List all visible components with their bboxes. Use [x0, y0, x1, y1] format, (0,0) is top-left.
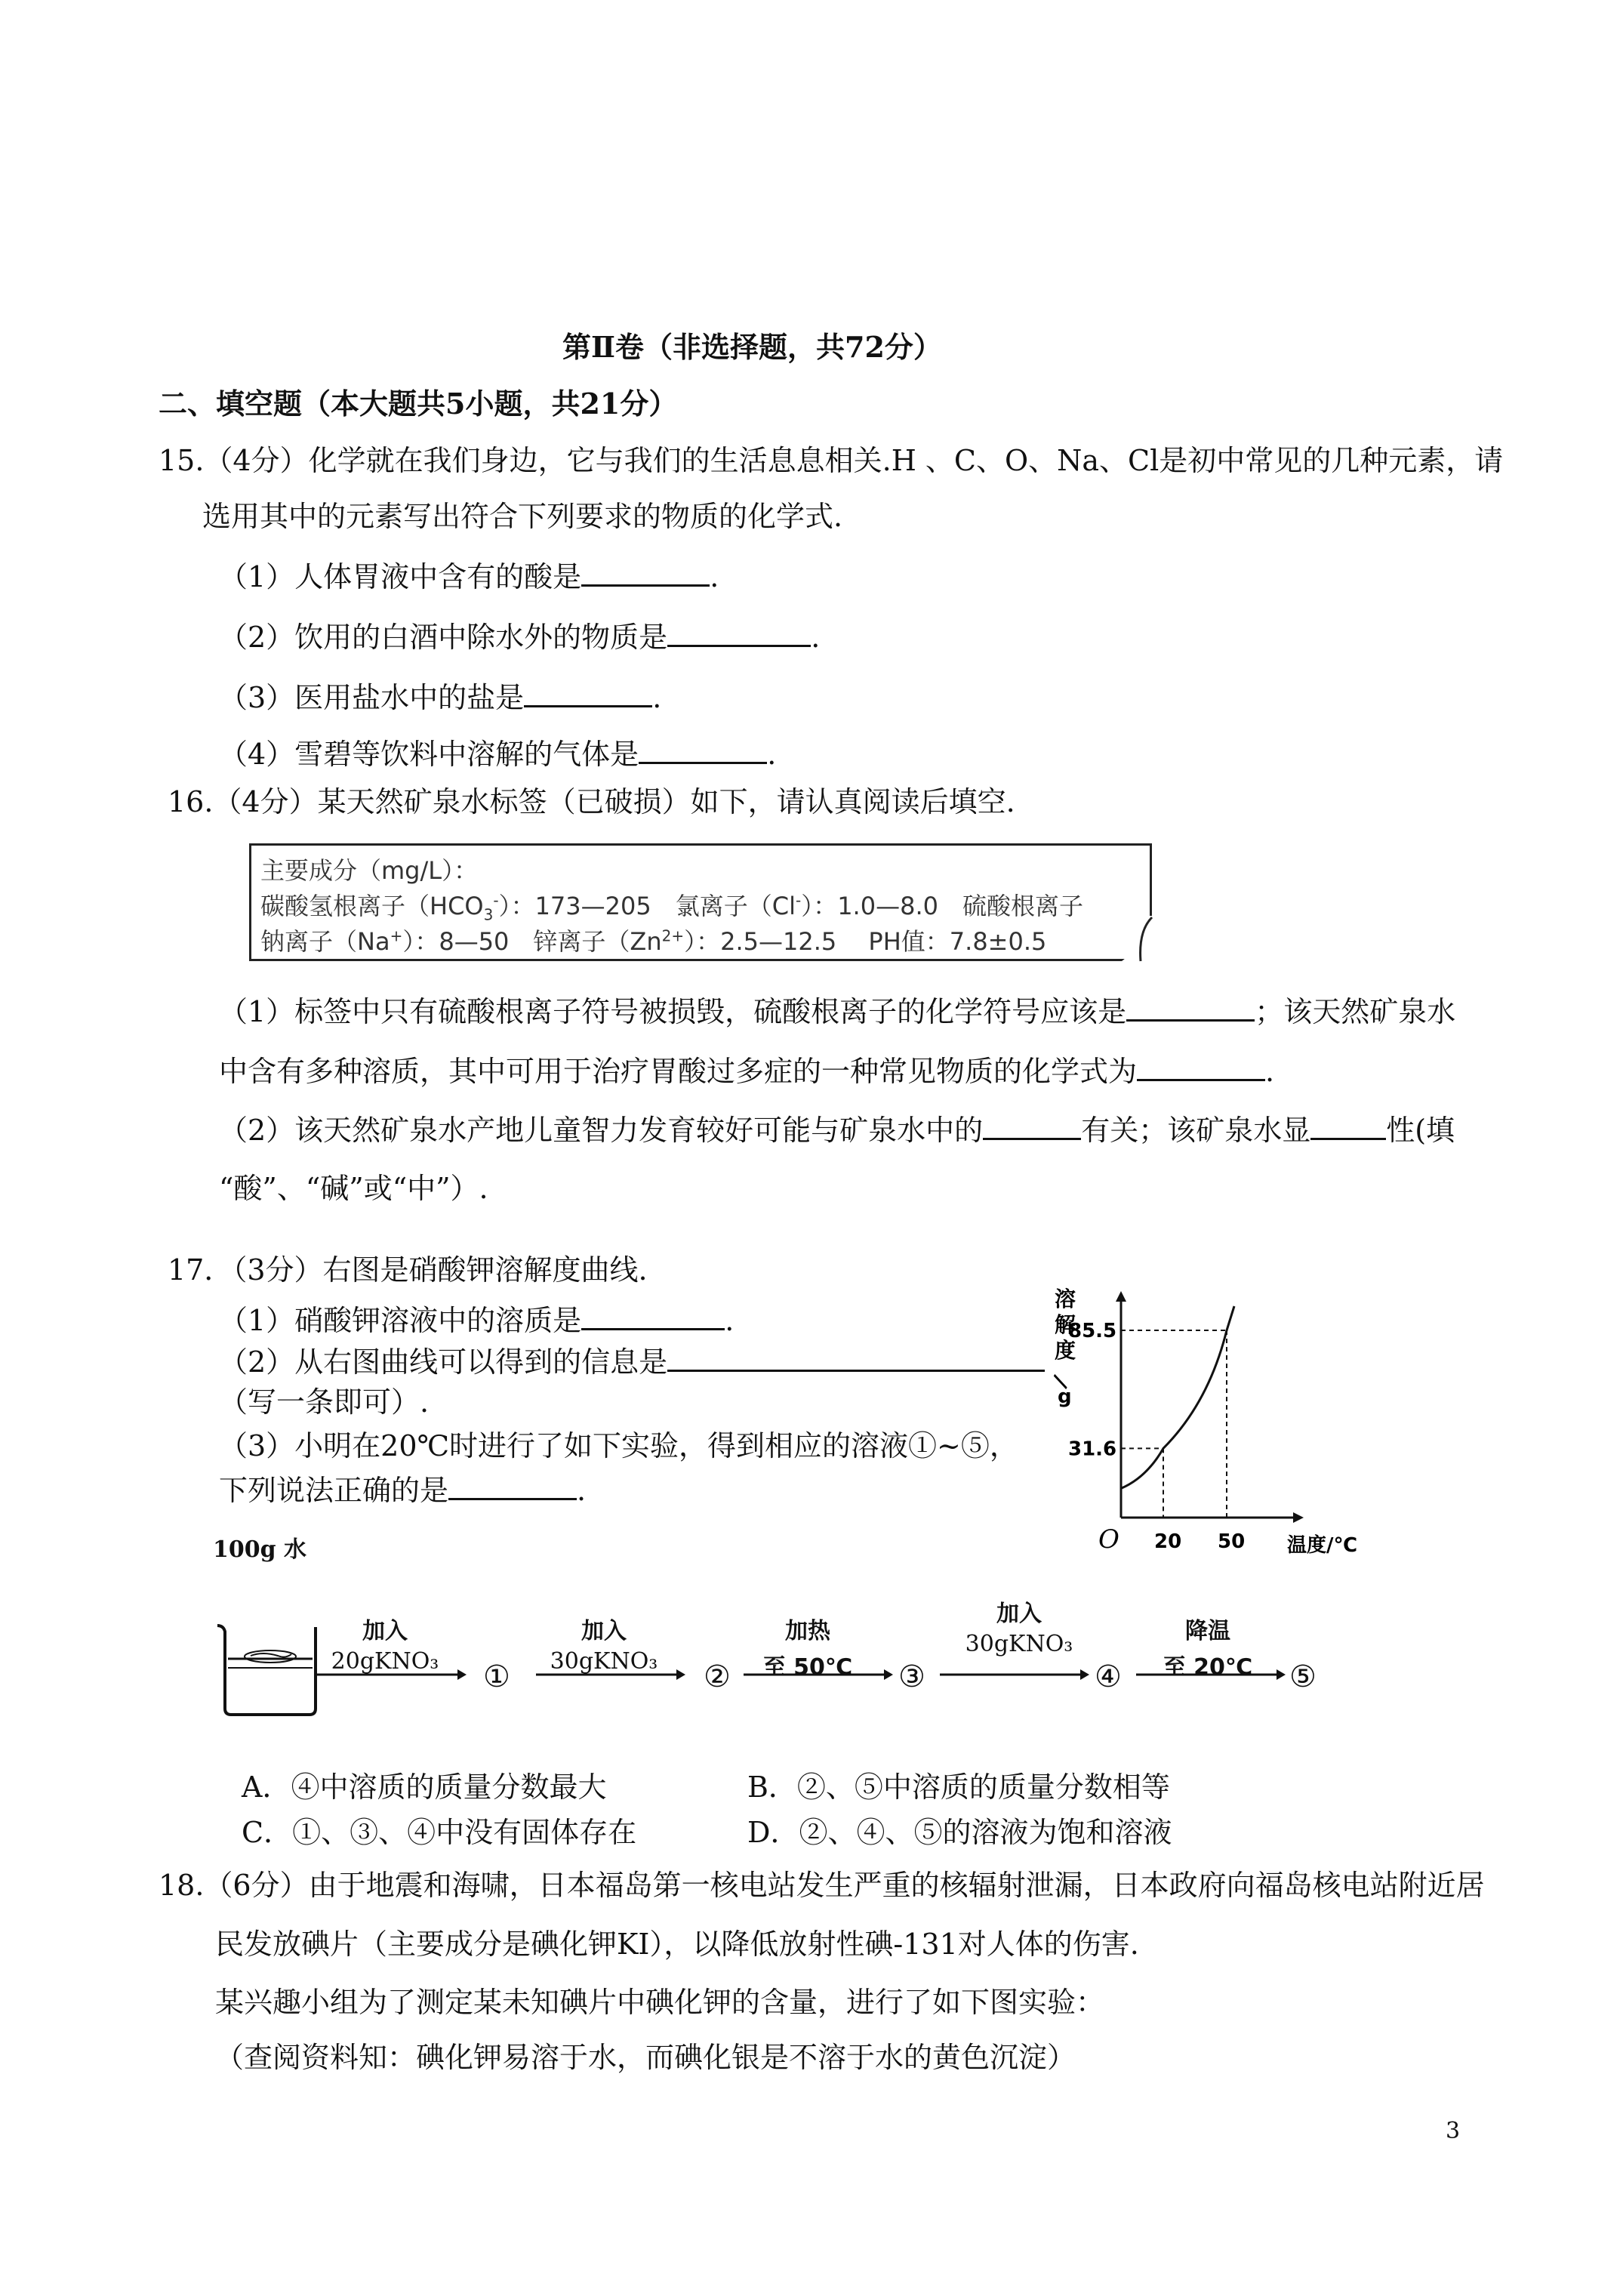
- q16-p2d: “酸”、“碱”或“中”）.: [219, 1172, 488, 1205]
- q15-item1: [219, 559, 719, 595]
- q17-s2: （2）从右图曲线可以得到的信息是: [219, 1344, 1045, 1380]
- q15-item4-text: （4）雪碧等饮料中溶解的气体是: [219, 738, 639, 771]
- answer-blank[interactable]: [667, 1344, 1045, 1372]
- period: .: [725, 1304, 735, 1337]
- answer-blank[interactable]: [639, 736, 767, 764]
- q16-p1c: 中含有多种溶质，其中可用于治疗胃酸过多症的一种常见物质的化学式为 .: [219, 1055, 1275, 1088]
- q15-item4: [219, 736, 776, 772]
- q15-line1: 15.（4分）化学就在我们身边，它与我们的生活息息相关.H 、C、O、Na、Cl是初中常见的几种元素，请: [159, 444, 1504, 477]
- arrow-icon: [536, 1667, 687, 1682]
- answer-blank[interactable]: [581, 559, 710, 587]
- q18-line3: 某兴趣小组为了测定某未知碘片中碘化钾的含量，进行了如下图实验：: [215, 1986, 1105, 2019]
- option-a: A．④中溶质的质量分数最大: [242, 1771, 607, 1804]
- solubility-curve: [1121, 1306, 1234, 1488]
- arrow-icon: [744, 1667, 895, 1682]
- arrow-icon: [940, 1667, 1091, 1682]
- x-axis-label: 温度/℃: [1287, 1534, 1357, 1557]
- section-heading: 二、填空题（本大题共5小题，共21分）: [159, 387, 678, 421]
- answer-blank[interactable]: [983, 1112, 1081, 1140]
- y-axis-arrow: [1116, 1291, 1126, 1302]
- water-label: 100g 水: [213, 1536, 307, 1563]
- q18-line1: 18.（6分）由于地震和海啸，日本福岛第一核电站发生严重的核辐射泄漏，日本政府向福岛核电站附近居: [159, 1869, 1485, 1902]
- answer-blank[interactable]: [524, 680, 652, 707]
- period: .: [1265, 1055, 1275, 1088]
- answer-blank[interactable]: [448, 1472, 577, 1500]
- period: .: [577, 1474, 587, 1507]
- q15-item3: [219, 680, 661, 716]
- q15-item2-text: （2）饮用的白酒中除水外的物质是: [219, 621, 668, 654]
- y-axis-label-char: 解: [1055, 1312, 1076, 1337]
- q17-s2b: （写一条即可）.: [219, 1385, 430, 1419]
- y-tick-31.6: 31.6: [1068, 1438, 1117, 1461]
- q16-line1: 16.（4分）某天然矿泉水标签（已破损）如下，请认真阅读后填空.: [168, 785, 1015, 818]
- result-5: ⑤: [1289, 1660, 1317, 1694]
- label-row2: 碳酸氢根离子$(HCO_3^-)$：173—205 氯离子（Cl-）：1.0—8.0 硫酸根离子: [260, 891, 1083, 924]
- q18-line2: 民发放碘片（主要成分是碘化钾KI），以降低放射性碘-131对人体的伤害.: [215, 1928, 1139, 1961]
- result-4: ④: [1095, 1660, 1122, 1694]
- q15-item2: [219, 619, 820, 655]
- x-axis-arrow: [1293, 1512, 1304, 1523]
- mineral-water-label: [249, 843, 1152, 961]
- option-c: C．①、③、④中没有固体存在: [242, 1816, 637, 1849]
- result-1: ①: [483, 1660, 510, 1694]
- q17-s3b: 下列说法正确的是 .: [219, 1474, 587, 1507]
- answer-blank[interactable]: [1126, 994, 1255, 1022]
- step2-top: 加入: [581, 1618, 627, 1644]
- y-axis-label-slash: /: [1047, 1372, 1073, 1391]
- step4-bottom: 30gKNO₃: [965, 1631, 1073, 1657]
- y-axis-label-char: 溶: [1055, 1287, 1076, 1311]
- q15-item3-text: （3）医用盐水中的盐是: [219, 681, 525, 714]
- q16-p2a: （2）该天然矿泉水产地儿童智力发育较好可能与矿泉水中的 有关；该矿泉水显 性(填: [219, 1114, 1455, 1147]
- page-title: 第Ⅱ卷（非选择题，共72分）: [562, 330, 942, 364]
- step3-top: 加热: [785, 1618, 830, 1644]
- arrow-icon: [1136, 1667, 1287, 1682]
- step4-top: 加入: [996, 1601, 1042, 1627]
- step1-bottom: 20gKNO₃: [331, 1648, 439, 1675]
- q17-s1: （1）硝酸钾溶液中的溶质是 .: [219, 1304, 735, 1337]
- q15-line2: 选用其中的元素写出符合下列要求的物质的化学式.: [202, 500, 843, 533]
- x-tick-50: 50: [1218, 1530, 1246, 1553]
- solubility-chart: [1046, 1284, 1357, 1586]
- answer-blank[interactable]: [581, 1302, 725, 1330]
- q17-s3: （3）小明在20℃时进行了如下实验，得到相应的溶液①~⑤，: [219, 1429, 1018, 1462]
- origin-label: O: [1098, 1524, 1119, 1555]
- step5-bottom: 至 20℃: [1163, 1654, 1253, 1681]
- answer-blank[interactable]: [1310, 1112, 1386, 1140]
- result-2: ②: [704, 1660, 731, 1694]
- answer-blank[interactable]: [1137, 1053, 1265, 1081]
- y-tick-85.5: 85.5: [1068, 1320, 1117, 1342]
- step1-top: 加入: [362, 1618, 408, 1644]
- option-d: D．②、④、⑤的溶液为饱和溶液: [747, 1816, 1172, 1849]
- arrow-icon: [317, 1667, 468, 1682]
- q18-line4: （查阅资料知：碘化钾易溶于水，而碘化银是不溶于水的黄色沉淀）: [215, 2041, 1076, 2074]
- answer-blank[interactable]: [667, 619, 811, 647]
- result-3: ③: [898, 1660, 925, 1694]
- q16-p1a: （1）标签中只有硫酸根离子符号被损毁，硫酸根离子的化学符号应该是 ；该天然矿泉水: [219, 995, 1456, 1028]
- page-number: 3: [1446, 2118, 1461, 2144]
- y-axis-label-char: 度: [1055, 1338, 1076, 1363]
- beaker-icon: [213, 1620, 326, 1718]
- x-tick-20: 20: [1154, 1530, 1182, 1553]
- period: .: [767, 738, 777, 771]
- label-row3: 钠离子（Na+）：8—50 锌离子$(Zn^{2+})$：2.5—12.5 PH值：7.8±0.5: [260, 926, 1047, 956]
- option-b: B．②、⑤中溶质的质量分数相等: [747, 1771, 1170, 1804]
- y-axis-label-unit: g: [1058, 1385, 1072, 1408]
- label-row1: 主要成分（mg/L）：: [260, 856, 479, 885]
- period: .: [710, 560, 719, 593]
- step2-bottom: 30gKNO₃: [550, 1648, 658, 1675]
- torn-corner: [1122, 916, 1152, 961]
- period: .: [652, 681, 662, 714]
- step5-top: 降温: [1185, 1618, 1230, 1644]
- q17-line1: 17．（3分）右图是硝酸钾溶解度曲线.: [168, 1253, 648, 1287]
- q15-item1-text: （1）人体胃液中含有的酸是: [219, 560, 582, 593]
- period: .: [811, 621, 821, 654]
- step3-bottom: 至 50℃: [762, 1654, 853, 1681]
